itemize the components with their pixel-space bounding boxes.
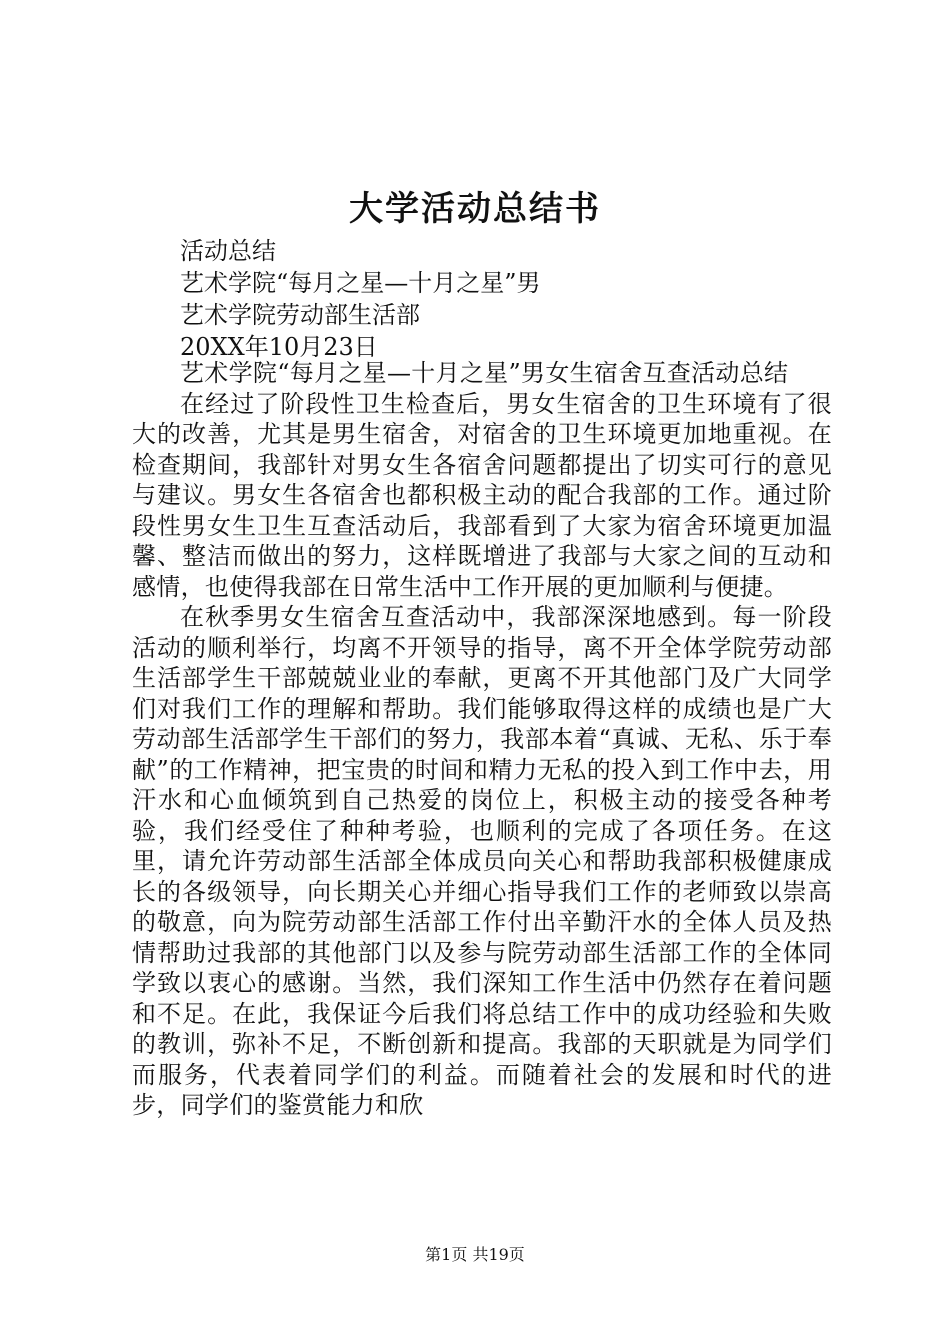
paragraph-heading: 艺术学院“每月之星—十月之星”男女生宿舍互查活动总结 [180,359,789,387]
paragraph: 在秋季男女生宿舍互查活动中，我部深深地感到。每一阶段活动的顺利举行，均离不开领导的指导，离不开全体学院劳动部生活部学生干部兢兢业业的奉献，更离不开其他部门及广大同学们对我们工作的理解和帮助。我们能够取得这样的成绩也是广大劳动部生活部学生干部们的努力，我部本着“真诚、无私、乐于奉献”的工作精神，把宝贵的时间和精力无私的投入到工作中去，用汗水和心血倾筑到自己热爱的岗位上，积极主动的接受各种考验，我们经受住了种种考验，也顺利的完成了各项任务。在这里，请允许劳动部生活部全体成员向关心和帮助我部积极健康成长的各级领导，向长期关心并细心指导我们工作的老师致以崇高的敬意，向为院劳动部生活部工作付出辛勤汗水的全体人员及热情帮助过我部的其他部门以及参与院劳动部生活部工作的全体同学致以衷心的感谢。当然，我们深知工作生活中仍然存在着问题和不足。在此，我保证今后我们将总结工作中的成功经验和失败的教训，弥补不足，不断创新和提高。我部的天职就是为同学们而服务，代表着同学们的利益。而随着社会的发展和时代的进步，同学们的鉴赏能力和欣 [132,603,832,1119]
page-number-footer: 第1页 共19页 [425,1245,525,1264]
meta-line-department: 艺术学院劳动部生活部 [180,301,420,329]
paragraph: 在经过了阶段性卫生检查后，男女生宿舍的卫生环境有了很大的改善，尤其是男生宿舍，对宿舍的卫生环境更加地重视。在检查期间，我部针对男女生各宿舍问题都提出了切实可行的意见与建议。男女生各宿舍也都积极主动的配合我部的工作。通过阶段性男女生卫生互查活动后，我部看到了大家为宿舍环境更加温馨、整洁而做出的努力，这样既增进了我部与大家之间的互动和感情，也使得我部在日常生活中工作开展的更加顺利与便捷。 [132,389,832,601]
meta-line-category: 活动总结 [180,237,276,265]
meta-line-date: 20XX年10月23日 [180,333,378,361]
document-title: 大学活动总结书 [349,189,601,229]
meta-line-event: 艺术学院“每月之星—十月之星”男 [180,269,541,297]
document-body [132,358,832,1121]
